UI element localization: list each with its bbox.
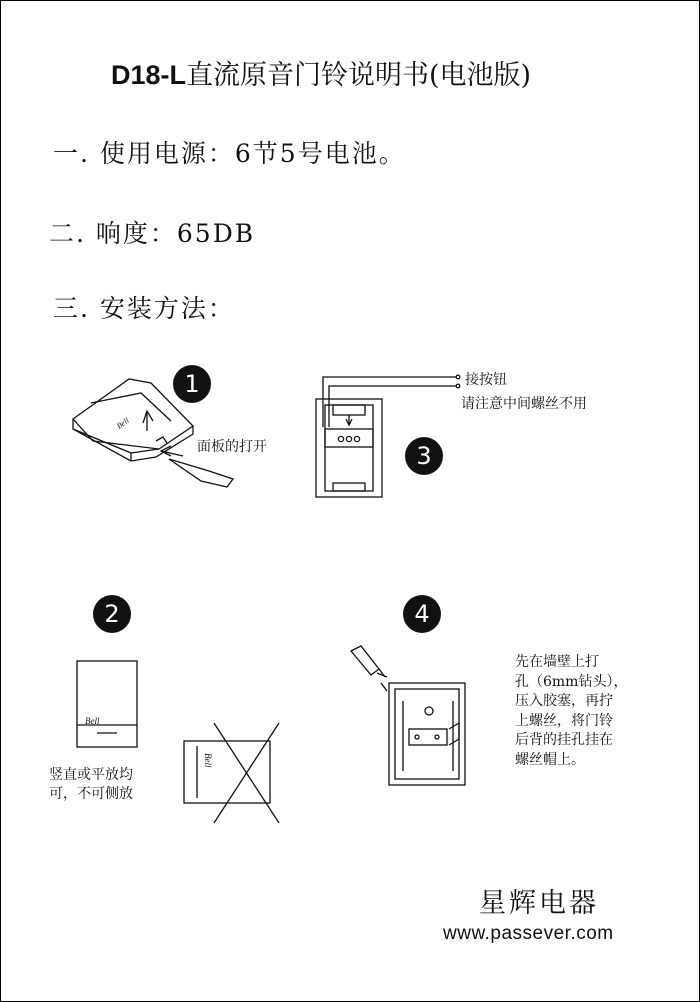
step1-note: 面板的打开	[197, 439, 267, 455]
device-brand-label: Bell	[85, 716, 100, 726]
step-number-3: 3	[405, 437, 443, 475]
step4-note-line: 压入胶塞，再拧	[515, 693, 613, 709]
step-number-2: 2	[93, 595, 131, 633]
doorbell-mounting-illustration	[351, 646, 465, 785]
doorbell-sideways-illustration	[184, 723, 279, 823]
step4-note-line: 上螺丝，将门铃	[515, 712, 613, 729]
step3-note-line1: 接按钮	[465, 372, 507, 388]
section-loudness: 二. 响度：65DB	[49, 219, 256, 248]
title-text: 直流原音门铃说明书(电池版)	[186, 60, 532, 91]
step3-note-line2: 请注意中间螺丝不用	[461, 396, 587, 412]
model-number: D18-L	[111, 60, 187, 90]
step4-note-line: 先在墙壁上打	[515, 654, 599, 670]
device-brand-label: Bell	[203, 753, 213, 768]
step-number-4: 4	[403, 595, 441, 633]
section-installation: 三. 安装方法：	[53, 294, 235, 323]
step4-note-line: 后背的挂孔挂在	[515, 732, 613, 748]
step4-note-line: 螺丝帽上。	[515, 751, 585, 768]
step-number-1: 1	[173, 365, 211, 403]
doorbell-opening-illustration	[73, 379, 233, 487]
step2-note-line2: 可，不可侧放	[49, 786, 133, 802]
section-power-supply: 一. 使用电源：6节5号电池。	[53, 139, 406, 168]
doorbell-wiring-illustration	[316, 375, 460, 497]
doorbell-upright-illustration	[77, 661, 137, 747]
step4-note-line: 孔（6mm钻头），	[515, 673, 628, 690]
device-brand-label: Bell	[114, 415, 131, 431]
step2-note-line1: 竖直或平放均	[49, 767, 133, 783]
company-name: 星辉电器	[479, 888, 599, 919]
step4-note	[515, 653, 627, 770]
company-website: www.passever.com	[443, 923, 614, 944]
installation-illustrations	[1, 1, 699, 1001]
